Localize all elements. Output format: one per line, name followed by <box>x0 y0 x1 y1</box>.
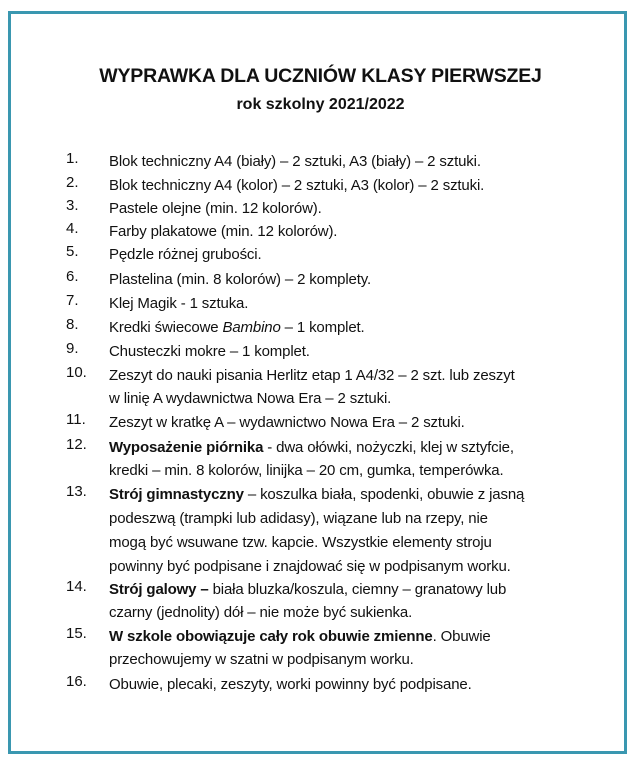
item-text: Chusteczki mokre – 1 komplet. <box>109 343 310 360</box>
item-bold-heading: Strój galowy – <box>109 581 209 598</box>
item-text: Obuwie, plecaki, zeszyty, worki powinny być podpisane. <box>109 676 472 693</box>
item-text: Pastele olejne (min. 12 kolorów). <box>109 200 322 217</box>
document-title: WYPRAWKA DLA UCZNIÓW KLASY PIERWSZEJ <box>99 65 542 87</box>
item-number: 11. <box>66 411 86 428</box>
item-number: 2. <box>66 174 79 191</box>
brand-name: Bambino <box>222 319 281 336</box>
item-line: mogą być wsuwane tzw. kapcie. Wszystkie elementy stroju <box>109 534 492 551</box>
item-text <box>109 625 579 671</box>
document-subtitle: rok szkolny 2021/2022 <box>236 96 405 113</box>
item-text: Blok techniczny A4 (kolor) – 2 sztuki, A3 (kolor) – 2 sztuki. <box>109 177 485 194</box>
item-number: 1. <box>66 150 79 167</box>
item-number: 5. <box>66 243 79 260</box>
item-bold-heading: W szkole obowiązuje cały rok obuwie zmienne <box>109 628 433 645</box>
item-line: kredki – min. 8 kolorów, linijka – 20 cm, gumka, temperówka. <box>109 462 504 479</box>
item-text <box>109 436 579 482</box>
item-line: Zeszyt do nauki pisania Herlitz etap 1 A4/32 – 2 szt. lub zeszyt <box>109 367 515 384</box>
item-text <box>109 483 579 579</box>
item-text <box>109 578 579 624</box>
item-number: 13. <box>66 483 87 500</box>
item-text: Plastelina (min. 8 kolorów) – 2 komplety. <box>109 271 372 288</box>
item-number: 9. <box>66 340 79 357</box>
item-bold-heading: Wyposażenie piórnika <box>109 439 264 456</box>
item-number: 10. <box>66 364 87 381</box>
item-number: 12. <box>66 436 87 453</box>
item-text: Pędzle różnej grubości. <box>109 246 262 263</box>
item-number: 3. <box>66 197 79 214</box>
item-line: powinny być podpisane i znajdować się w podpisanym worku. <box>109 558 511 575</box>
item-line: podeszwą (trampki lub adidasy), wiązane lub na rzepy, nie <box>109 510 488 527</box>
item-line: czarny (jednolity) dół – nie może być sukienka. <box>109 604 413 621</box>
item-line: w linię A wydawnictwa Nowa Era – 2 sztuki. <box>109 390 392 407</box>
item-number: 8. <box>66 316 79 333</box>
item-text <box>109 316 579 339</box>
item-number: 15. <box>66 625 87 642</box>
item-line: przechowujemy w szatni w podpisanym worku. <box>109 651 414 668</box>
item-text: Zeszyt w kratkę A – wydawnictwo Nowa Era – 2 sztuki. <box>109 414 465 431</box>
item-text-post: - dwa ołówki, nożyczki, klej w sztyfcie, <box>263 439 514 456</box>
item-number: 16. <box>66 673 87 690</box>
item-text: Blok techniczny A4 (biały) – 2 sztuki, A3 (biały) – 2 sztuki. <box>109 153 481 170</box>
item-text-post: biała bluzka/koszula, ciemny – granatowy lub <box>208 581 507 598</box>
item-text: Klej Magik - 1 sztuka. <box>109 295 249 312</box>
item-number: 7. <box>66 292 79 309</box>
item-bold-heading: Strój gimnastyczny <box>109 486 244 503</box>
item-text-post: – koszulka biała, spodenki, obuwie z jasną <box>243 486 525 503</box>
item-text <box>109 364 579 410</box>
item-number: 14. <box>66 578 87 595</box>
item-text-pre: Kredki świecowe <box>109 319 223 336</box>
item-text-post: – 1 komplet. <box>280 319 365 336</box>
item-text-post: . Obuwie <box>432 628 491 645</box>
item-number: 4. <box>66 220 79 237</box>
item-text: Farby plakatowe (min. 12 kolorów). <box>109 223 338 240</box>
item-number: 6. <box>66 268 79 285</box>
